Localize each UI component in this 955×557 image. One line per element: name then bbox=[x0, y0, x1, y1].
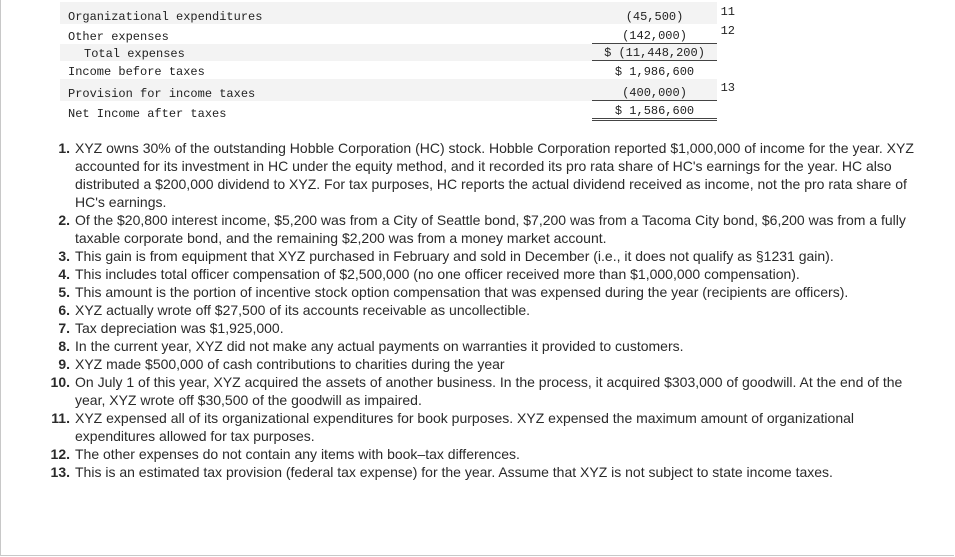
row-amount bbox=[592, 81, 735, 101]
footnote-text: XYZ made $500,000 of cash contributions to charities during the year bbox=[75, 356, 505, 372]
footnote-number: 6. bbox=[58, 302, 70, 318]
row-label: Total expenses bbox=[84, 47, 185, 61]
footnote-number: 11. bbox=[51, 410, 70, 426]
amount-value: (400,000) bbox=[622, 86, 687, 100]
row-amount bbox=[592, 65, 717, 79]
footnote-text: This is an estimated tax provision (federal tax expense) for the year. Assume that XYZ is not subject to state income taxes. bbox=[75, 464, 833, 480]
row-label: Provision for income taxes bbox=[68, 87, 256, 101]
amount-value: $ 1,586,600 bbox=[614, 104, 695, 118]
footnote-number: 8. bbox=[58, 338, 70, 354]
amount-value: (45,500) bbox=[625, 10, 684, 24]
table-row-net-income bbox=[60, 101, 717, 121]
footnote-item bbox=[44, 445, 914, 463]
footnote-text: On July 1 of this year, XYZ acquired the assets of another business. In the process, it acquired $303,000 of goodwill. At the end of the year, XYZ wrote off $30,500 of the goodwill as impaired. bbox=[75, 374, 903, 408]
footnote-number: 12. bbox=[50, 446, 70, 462]
amount-value: (142,000) bbox=[622, 29, 687, 43]
table-row-income-before-taxes bbox=[60, 61, 717, 79]
table-row-total-expenses bbox=[60, 44, 717, 61]
footnote-item bbox=[44, 283, 914, 301]
footnote-item bbox=[44, 409, 914, 445]
footnote-text: Tax depreciation was $1,925,000. bbox=[75, 320, 284, 336]
footnote-item bbox=[44, 355, 914, 373]
footnote-text: This includes total officer compensation of $2,500,000 (no one officer received more than $1,000,000 compensation). bbox=[75, 266, 800, 282]
footnote-item bbox=[44, 373, 914, 409]
row-label: Income before taxes bbox=[68, 65, 205, 79]
footnotes-list bbox=[44, 139, 914, 481]
footnote-item bbox=[44, 139, 914, 211]
footnote-text: XYZ actually wrote off $27,500 of its accounts receivable as uncollectible. bbox=[75, 302, 530, 318]
row-label: Organizational expenditures bbox=[68, 10, 263, 24]
footnote-text: XYZ expensed all of its organizational expenditures for book purposes. XYZ expensed the maximum amount of organizational expenditures allowed for tax purposes. bbox=[75, 410, 854, 444]
footnote-text: This gain is from equipment that XYZ purchased in February and sold in December (i.e., it does not qualify as §1231 gain). bbox=[75, 248, 834, 264]
footnote-item bbox=[44, 337, 914, 355]
footnote-item bbox=[44, 301, 914, 319]
footnote-item bbox=[44, 265, 914, 283]
footnote-item bbox=[44, 211, 914, 247]
footnote-text: XYZ owns 30% of the outstanding Hobble Corporation (HC) stock. Hobble Corporation reported $1,000,000 of income for the year. XYZ accounted for its investment in HC under the equity method, and it recorded its pro rata share of HC's earnings for the year. HC also distributed a $200,000 dividend to XYZ. For tax purposes, HC reports the actual dividend received as income, not the pro rata share of HC's earnings. bbox=[75, 140, 914, 210]
footnote-text: The other expenses do not contain any items with book–tax differences. bbox=[75, 446, 520, 462]
footnote-text: In the current year, XYZ did not make any actual payments on warranties it provided to customers. bbox=[75, 338, 684, 354]
footnote-number: 13. bbox=[50, 464, 70, 480]
table-row-organizational-expenditures bbox=[60, 2, 735, 24]
footnote-number: 3. bbox=[58, 248, 70, 264]
row-label: Net Income after taxes bbox=[68, 107, 227, 121]
footnote-text: This amount is the portion of incentive stock option compensation that was expensed during the year (recipients are officers). bbox=[75, 284, 849, 300]
row-label: Other expenses bbox=[68, 30, 169, 44]
footnote-number: 9. bbox=[58, 356, 70, 372]
footnote-number: 2. bbox=[58, 212, 70, 228]
footnote-ref: 11 bbox=[720, 5, 735, 19]
footnote-item bbox=[44, 463, 914, 481]
footnote-item bbox=[44, 319, 914, 337]
footnote-item bbox=[44, 247, 914, 265]
footnote-number: 7. bbox=[58, 320, 70, 336]
footnote-text: Of the $20,800 interest income, $5,200 was from a City of Seattle bond, $7,200 was from a Tacoma City bond, $6,200 was from a fully taxable corporate bond, and the remaining $2,200 was from a money market account. bbox=[75, 212, 906, 246]
footnote-number: 10. bbox=[50, 374, 70, 390]
amount-value: $ 1,986,600 bbox=[614, 65, 695, 79]
footnote-number: 1. bbox=[58, 140, 70, 156]
table-row-other-expenses bbox=[60, 24, 735, 44]
income-statement-table bbox=[60, 2, 735, 121]
table-row-provision-for-income-taxes bbox=[60, 79, 735, 101]
row-amount bbox=[592, 24, 735, 44]
amount-value: $ (11,448,200) bbox=[604, 46, 705, 60]
footnote-number: 4. bbox=[58, 266, 70, 282]
row-amount bbox=[592, 46, 717, 61]
footnote-ref: 12 bbox=[720, 24, 735, 38]
footnote-ref: 13 bbox=[720, 81, 735, 95]
row-amount bbox=[592, 5, 735, 24]
footnote-number: 5. bbox=[58, 284, 70, 300]
row-amount bbox=[592, 104, 717, 121]
